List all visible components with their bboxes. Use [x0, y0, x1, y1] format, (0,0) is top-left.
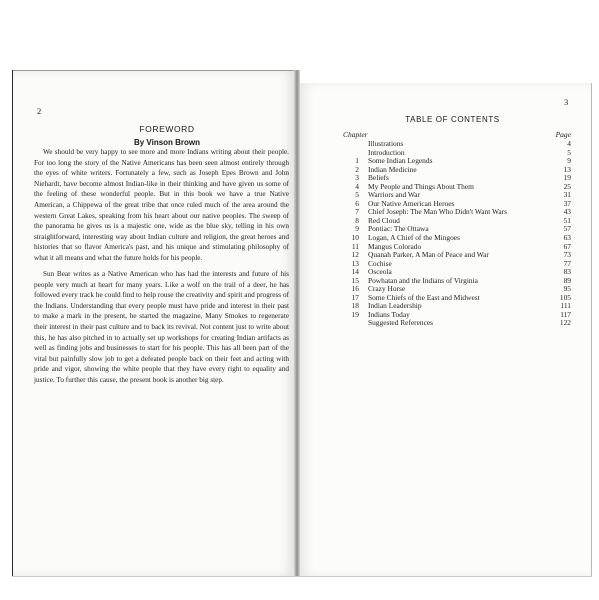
toc-title: TABLE OF CONTENTS — [405, 115, 500, 124]
toc-chapter-title: Osceola — [368, 267, 392, 277]
toc-page-number: 117 — [560, 309, 571, 319]
toc-page-number: 77 — [563, 258, 571, 268]
toc-chapter-number: 10 — [351, 233, 359, 243]
page-edge — [12, 70, 294, 71]
toc-chapter-number: 9 — [355, 224, 359, 234]
toc-chapter-number: 5 — [355, 190, 359, 200]
toc-chapter-title: Indian Medicine — [368, 164, 417, 174]
toc-page-number: 13 — [563, 164, 571, 174]
toc-chapter-number: 19 — [351, 309, 359, 319]
toc-page-number: 51 — [563, 215, 571, 225]
toc-chapter-number: 15 — [351, 275, 359, 285]
toc-chapter-number: 2 — [355, 164, 359, 174]
toc-chapter-title: Illustrations — [368, 139, 404, 148]
foreword-paragraph: Sun Bear writes as a Native American who has had the interests and future of his people very much at heart for many years. Like a wolf on the trail of a deer, he has followed every track he could find to help rouse the creativity and spirit and progress of the Indians. Understanding that every people must have pride and interest in their past to make a mark in the present, he started the magazine, Many Smokes to regenerate their interest in their past culture and to back its revival. Not content just to write about this, he has also pitched in to actually set up workshops for creating Indian artifacts as well as finding jobs and businesses to start for his people. This has all been part of the vital but painfully slow job to get a defeated people back on their feet and acting with pride and vigor, showing the white people that they have every right to equality and justice. To further this cause, the present book is another big step. — [34, 270, 289, 384]
page-number-right: 3 — [564, 97, 569, 107]
toc-chapter-title: Beliefs — [368, 173, 389, 183]
toc-chapter-number: 8 — [355, 215, 359, 225]
toc-chapter-title: Cochise — [368, 258, 392, 268]
toc-chapter-title: Red Cloud — [368, 215, 400, 225]
toc-chapter-number: 14 — [351, 267, 359, 277]
toc-chapter-title: Chief Joseph: The Man Who Didn't Want Wars — [368, 207, 507, 217]
page-edge — [12, 576, 592, 577]
toc-chapter-title: Pontiac: The Ottawa — [368, 224, 429, 234]
foreword-paragraph: We should be very happy to see more and more Indians writing about their people. For too long the story of the Native Americans has been seen almost entirely through the eyes of white writers. Fortunately a few, such as Joseph Epes Brown and John Niehardt, have become almost Indian-like in their thinking and have given us some of the feeling of these wonderful people. But in this book we have a true Native American, a Chippewa of the great tribe that once ruled much of the area around the western Great Lakes, speaking from his heart about our native peoples. The sweep of the panorama he gives us is a majestic one, wide as the blue sky, telling in his own straightforward, interesting way about Indian culture and religion, the great heroes and histories that so flavor America's past, and his unique and stimulating philosophy of what it all means and what the future holds for his people. — [34, 148, 289, 262]
page-edge — [12, 70, 13, 577]
toc-chapter-header: Chapter — [343, 130, 368, 139]
toc-page-number: 122 — [559, 318, 571, 328]
toc-page-number: 57 — [563, 224, 571, 234]
toc-chapter-title: Our Native American Heroes — [368, 198, 455, 208]
toc-chapter-number: 18 — [351, 301, 359, 311]
toc-page-number: 83 — [563, 267, 571, 277]
toc-page-number: 4 — [567, 139, 571, 148]
toc-page-number: 63 — [563, 233, 571, 243]
toc-chapter-title: Indians Today — [368, 309, 410, 319]
toc-chapter-number: 3 — [355, 173, 359, 183]
toc-page-header: Page — [555, 130, 571, 139]
toc-chapter-number: 11 — [351, 241, 359, 251]
toc-page-number: 95 — [563, 284, 571, 294]
toc-page-number: 37 — [563, 198, 571, 208]
toc-page-number: 19 — [563, 173, 571, 183]
toc-page-number: 5 — [567, 147, 571, 157]
toc-chapter-title: Quanah Parker, A Man of Peace and War — [368, 250, 489, 260]
toc-chapter-title: Some Chiefs of the East and Midwest — [368, 292, 480, 302]
toc-page-number: 105 — [559, 292, 571, 302]
toc-chapter-title: Crazy Horse — [368, 284, 406, 294]
toc-entry — [343, 319, 571, 328]
toc-list — [343, 140, 571, 328]
toc-chapter-title: Logan, A Chief of the Mingoes — [368, 233, 460, 243]
toc-chapter-number: 17 — [351, 292, 359, 302]
toc-chapter-number: 13 — [351, 258, 359, 268]
toc-chapter-title: My People and Things About Them — [368, 181, 474, 191]
toc-chapter-number: 6 — [355, 198, 359, 208]
toc-chapter-number: 7 — [355, 207, 359, 217]
toc-page-number: 25 — [563, 181, 571, 191]
toc-chapter-title: Mangus Colorado — [368, 241, 422, 251]
toc-page-number: 73 — [563, 250, 571, 260]
toc-page-number: 43 — [563, 207, 571, 217]
page-edge — [591, 83, 592, 577]
toc-chapter-number: 1 — [355, 156, 359, 166]
toc-chapter-number: 12 — [351, 250, 359, 260]
toc-chapter-title: Warriors and War — [368, 190, 421, 200]
toc-chapter-title: Introduction — [368, 147, 405, 157]
toc-chapter-title: Some Indian Legends — [368, 156, 433, 166]
toc-page-number: 89 — [563, 275, 571, 285]
toc-chapter-title: Powhatan and the Indians of Virginia — [368, 275, 478, 285]
toc-page-number: 9 — [567, 156, 571, 166]
foreword-title: FOREWORD — [139, 124, 195, 134]
toc-chapter-title: Indian Leadership — [368, 301, 422, 311]
toc-chapter-number: 16 — [351, 284, 359, 294]
foreword-author: By Vinson Brown — [133, 138, 201, 147]
toc-page-number: 67 — [563, 241, 571, 251]
toc-chapter-title: Suggested References — [368, 318, 434, 328]
toc-page-number: 111 — [560, 301, 571, 311]
toc-chapter-number: 4 — [355, 181, 359, 191]
toc-page-number: 31 — [563, 190, 571, 200]
page-number-left: 2 — [37, 106, 42, 116]
